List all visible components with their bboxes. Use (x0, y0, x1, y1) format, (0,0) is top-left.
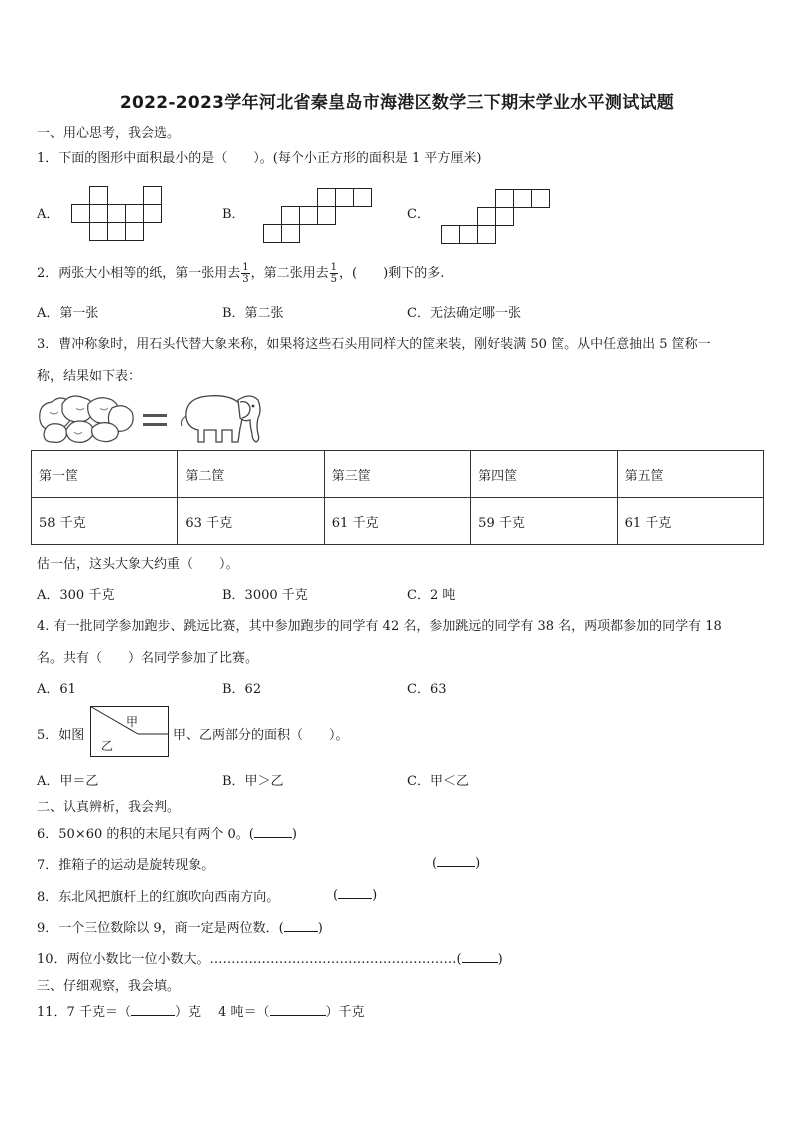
q10-answer-blank[interactable] (462, 950, 498, 963)
section-2-heading: 二、认真辨析，我会判。 (37, 800, 181, 815)
q2-stem-mid: ，第二张用去 (250, 266, 329, 281)
grid-cell (478, 208, 496, 226)
q3-option-a: A．300 千克 (37, 588, 115, 603)
q7-answer (432, 854, 480, 871)
q2-stem (37, 262, 444, 285)
q7-text: 7．推箱子的运动是旋转现象。 (37, 858, 215, 873)
q1-figure-b (263, 188, 373, 244)
q2-option-a: A．第一张 (37, 306, 99, 321)
q6 (37, 823, 297, 842)
q5-label-yi: 乙 (101, 739, 114, 753)
q5-option-c: C．甲＜乙 (407, 774, 469, 789)
basket-weight-table (31, 450, 764, 545)
grid-cell (126, 223, 144, 241)
q1-figure-a (71, 186, 163, 242)
q2-fraction1-denominator: 3 (242, 274, 249, 285)
grid-cell (460, 226, 478, 244)
table-cell: 59 千克 (471, 498, 617, 545)
q1-stem: 1．下面的图形中面积最小的是（ ）。(每个小正方形的面积是 1 平方厘米) (37, 151, 482, 166)
table-header-cell: 第一筐 (32, 451, 178, 498)
table-header-cell: 第五筐 (617, 451, 763, 498)
q2-stem-pre: 2．两张大小相等的纸，第一张用去 (37, 266, 241, 281)
grid-cell (144, 187, 162, 205)
table-header-cell: 第三筐 (324, 451, 470, 498)
table-cell: 63 千克 (178, 498, 324, 545)
q1-option-c-label: C． (407, 207, 430, 222)
q4-stem-line2: 名。共有（ ）名同学参加了比赛。 (37, 651, 259, 666)
grid-cell (442, 226, 460, 244)
grid-cell (336, 189, 354, 207)
q4-option-a: A．61 (37, 682, 76, 697)
grid-cell (514, 190, 532, 208)
elephant-icon (178, 388, 264, 448)
grid-cell (72, 205, 90, 223)
q2-option-c: C．无法确定哪一张 (407, 306, 521, 321)
table-cell: 58 千克 (32, 498, 178, 545)
q2-fraction-one-third (241, 262, 249, 285)
q1-option-a-label: A． (37, 207, 60, 222)
q9-answer-blank[interactable] (284, 919, 318, 932)
grid-cell (318, 189, 336, 207)
q3-option-b: B．3000 千克 (222, 588, 308, 603)
q8-answer (333, 886, 377, 903)
q2-fraction2-numerator: 1 (330, 262, 338, 273)
grid-cell (264, 225, 282, 243)
q11-part1: 11．7 千克＝（ (37, 1005, 131, 1020)
q8-text: 8．东北风把旗杆上的红旗吹向西南方向。 (37, 890, 280, 905)
grid-cell (90, 187, 108, 205)
q5-stem-post: 甲、乙两部分的面积（ ）。 (173, 728, 349, 743)
q3-stem-line2: 称，结果如下表： (37, 369, 142, 384)
grid-cell (108, 223, 126, 241)
q8-answer-blank[interactable] (338, 886, 372, 899)
grid-cell (90, 223, 108, 241)
q2-fraction-one-fifth (330, 262, 338, 285)
table-cell: 61 千克 (617, 498, 763, 545)
grid-cell (90, 205, 108, 223)
q4-option-b: B．62 (222, 682, 262, 697)
grid-cell (532, 190, 550, 208)
q9-close-paren: ) (317, 921, 323, 936)
q5-stem-pre: 5．如图 (37, 728, 85, 743)
q4-option-c: C．63 (407, 682, 447, 697)
q6-close-paren: ) (291, 827, 297, 842)
table-cell: 61 千克 (324, 498, 470, 545)
q2-fraction1-numerator: 1 (242, 262, 249, 273)
q3-option-c: C．2 吨 (407, 588, 456, 603)
q5-option-a: A．甲＝乙 (37, 774, 99, 789)
page-title: 2022-2023学年河北省秦皇岛市海港区数学三下期末学业水平测试试题 (119, 93, 675, 113)
table-row (32, 498, 764, 545)
q5-label-jia: 甲 (126, 715, 139, 729)
grid-cell (108, 205, 126, 223)
q6-answer-blank[interactable] (254, 825, 292, 838)
section-3-heading: 三、仔细观察，我会填。 (37, 979, 181, 994)
q11-blank-kilograms[interactable] (270, 1003, 326, 1016)
grid-cell (282, 225, 300, 243)
section-1-heading: 一、用心思考，我会选。 (37, 126, 181, 141)
grid-cell (496, 190, 514, 208)
q10-close-paren: ) (497, 952, 503, 967)
q11-part2: ）克 4 吨＝（ (174, 1005, 270, 1020)
grid-cell (126, 205, 144, 223)
grid-cell (354, 189, 372, 207)
q10 (37, 948, 503, 967)
q11 (37, 1001, 365, 1020)
q10-text: 10．两位小数比一位小数大。…………………………………………………( (37, 952, 462, 967)
q2-stem-post: ，( )剩下的多. (339, 266, 445, 281)
table-header-cell: 第二筐 (178, 451, 324, 498)
grid-cell (300, 207, 318, 225)
q1-figure-c (441, 189, 551, 245)
q1-option-b-label: B． (222, 207, 245, 222)
stones-illustration (36, 390, 136, 446)
q11-part3: ）千克 (325, 1005, 365, 1020)
grid-cell (282, 207, 300, 225)
q4-stem-line1: 4. 有一批同学参加跑步、跳远比赛，其中参加跑步的同学有 42 名，参加跳远的同学有 38 名，两项都参加的同学有 18 (37, 619, 722, 634)
table-header-cell: 第四筐 (471, 451, 617, 498)
grid-cell (144, 205, 162, 223)
q3-estimate-question: 估一估，这头大象大约重（ ）。 (37, 557, 239, 572)
q8-open-paren: ( (333, 888, 339, 903)
grid-cell (496, 208, 514, 226)
q9 (37, 917, 323, 936)
q5-option-b: B．甲＞乙 (222, 774, 284, 789)
q11-blank-grams[interactable] (131, 1003, 175, 1016)
q2-option-b: B．第二张 (222, 306, 284, 321)
q6-text: 6．50×60 的积的末尾只有两个 0。( (37, 827, 254, 842)
q2-fraction2-denominator: 5 (330, 274, 338, 285)
q3-stem-line1: 3．曹冲称象时，用石头代替大象来称，如果将这些石头用同样大的筐来装，刚好装满 50 筐。从中任意抽出 5 筐称一 (37, 337, 711, 352)
equals-icon (142, 412, 168, 428)
q7-close-paren: ) (475, 856, 481, 871)
q8-close-paren: ) (372, 888, 378, 903)
grid-cell (318, 207, 336, 225)
q9-text: 9．一个三位数除以 9，商一定是两位数．( (37, 921, 284, 936)
q7-answer-blank[interactable] (437, 854, 475, 867)
grid-cell (478, 226, 496, 244)
table-header-row (32, 451, 764, 498)
q7-open-paren: ( (432, 856, 438, 871)
